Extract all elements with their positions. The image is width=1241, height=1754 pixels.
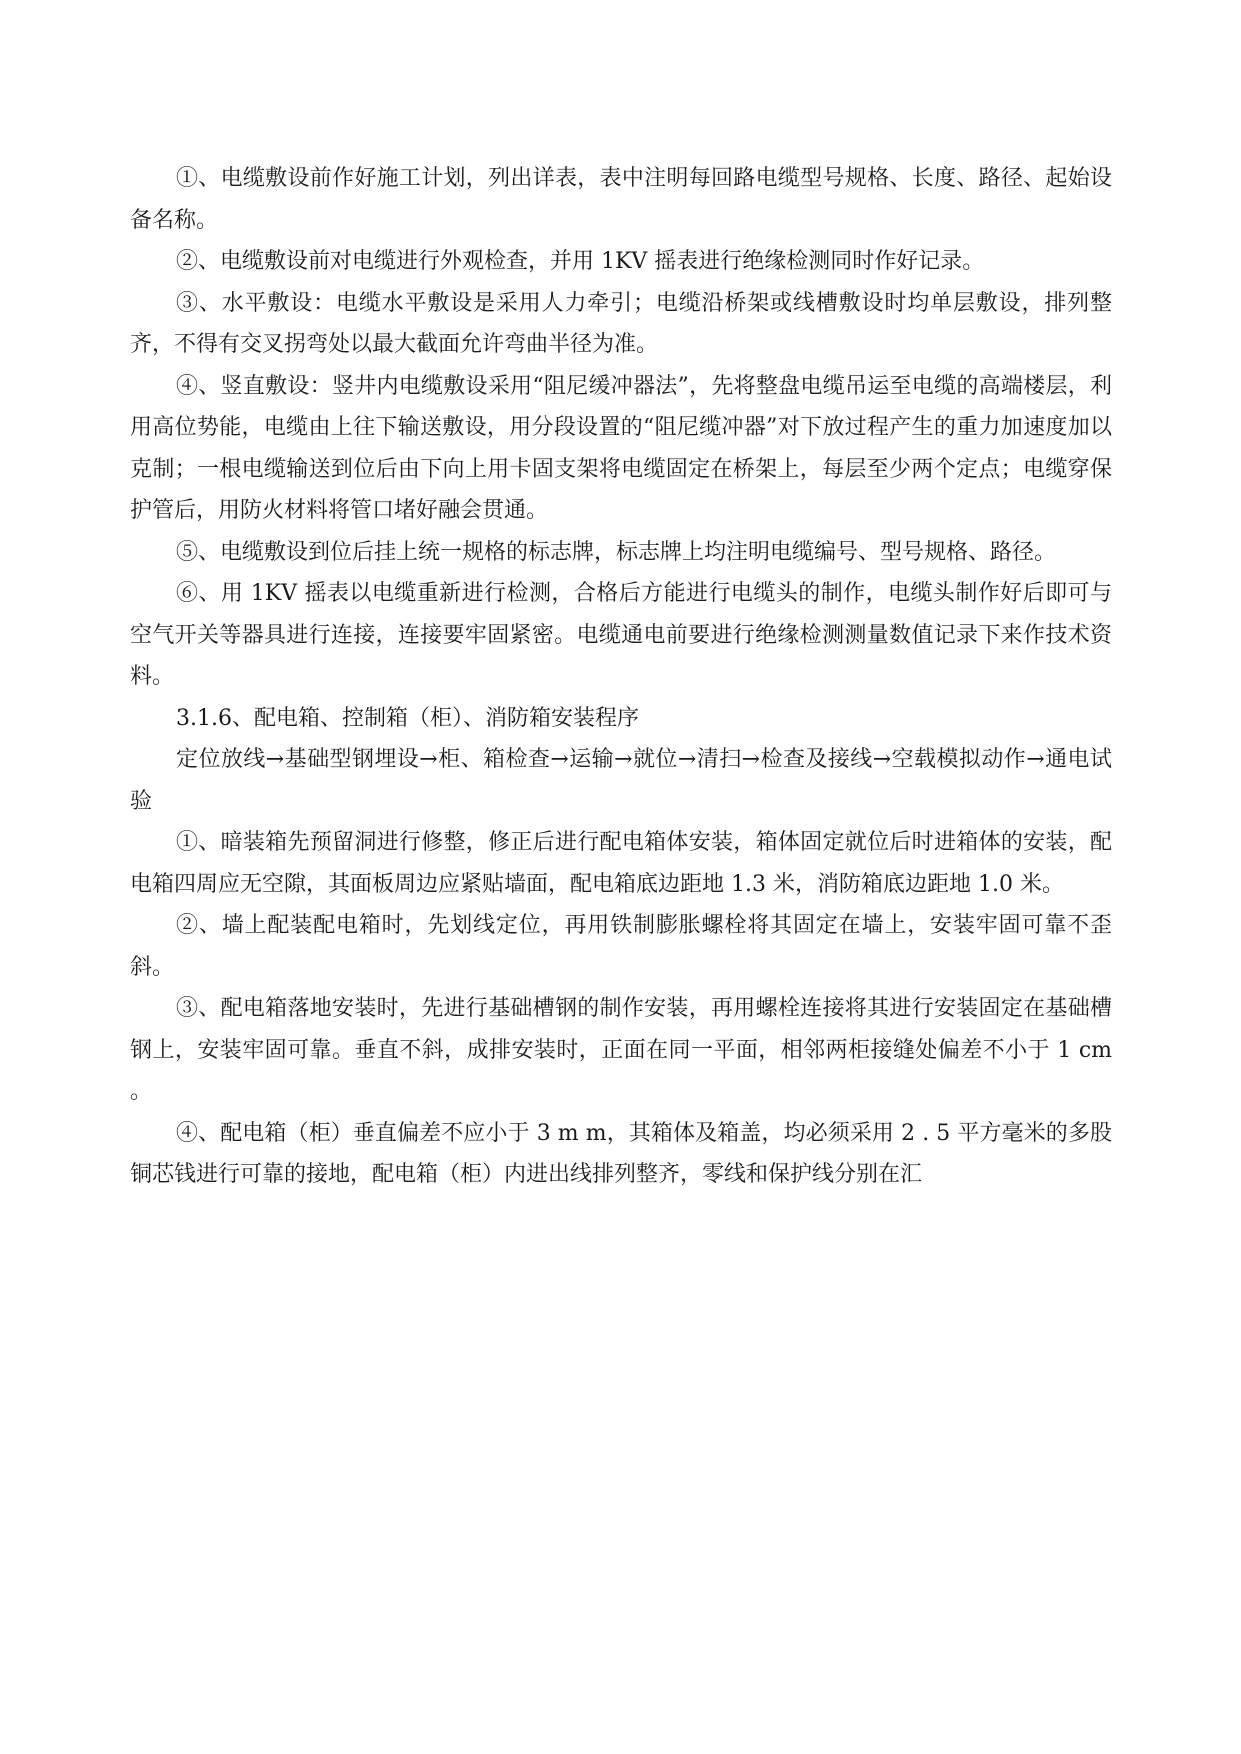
- paragraph-cable-tags: ⑤、电缆敷设到位后挂上统一规格的标志牌，标志牌上均注明电缆编号、型号规格、路径。: [176, 539, 1057, 565]
- paragraph-cable-retest: ⑥、用 1KV 摇表以电缆重新进行检测，合格后方能进行电缆头的制作，电缆头制作好后即可与空气开关等器具进行连接，连接要牢固紧密。电缆通电前要进行绝缘检测测量数值记录下来作技术资料。: [130, 581, 1112, 689]
- paragraph-cable-plan: ①、电缆敷设前作好施工计划，列出详表，表中注明每回路电缆型号规格、长度、路径、起始设备名称。: [130, 166, 1112, 233]
- paragraph-recessed-box: ①、暗装箱先预留洞进行修整，修正后进行配电箱体安装，箱体固定就位后时进箱体的安装，配电箱四周应无空隙，其面板周边应紧贴墙面，配电箱底边距地 1.3 米，消防箱底边距地 1.0 米。: [130, 830, 1112, 897]
- document-body: [130, 158, 1112, 1196]
- paragraph-vertical-laying: ④、竖直敷设：竖井内电缆敷设采用“阻尼缓冲器法”，先将整盘电缆吊运至电缆的高端楼层，利用高位势能，电缆由上往下输送敷设，用分段设置的“阻尼缆冲器”对下放过程产生的重力加速度加以克制；一根电缆输送到位后由下向上用卡固支架将电缆固定在桥架上，每层至少两个定点；电缆穿保护管后，用防火材料将管口堵好融会贯通。: [130, 373, 1112, 523]
- paragraph-horizontal-laying: ③、水平敷设：电缆水平敷设是采用人力牵引；电缆沿桥架或线槽敷设时均单层敷设，排列整齐，不得有交叉拐弯处以最大截面允许弯曲半径为准。: [130, 290, 1112, 357]
- paragraph-floor-standing-box: ③、配电箱落地安装时，先进行基础槽钢的制作安装，再用螺栓连接将其进行安装固定在基础槽钢上，安装牢固可靠。垂直不斜，成排安装时，正面在同一平面，相邻两柜接缝处偏差不小于 1 cm 。: [130, 996, 1112, 1104]
- paragraph-install-sequence: 定位放线→基础型钢埋设→柜、箱检查→运输→就位→清扫→检查及接线→空载模拟动作→通电试验: [130, 747, 1112, 814]
- paragraph-cable-inspection: ②、电缆敷设前对电缆进行外观检查，并用 1KV 摇表进行绝缘检测同时作好记录。: [176, 249, 985, 274]
- section-heading-distribution-box: 3.1.6、配电箱、控制箱（柜）、消防箱安装程序: [176, 705, 639, 731]
- paragraph-wall-mounted-box: ②、墙上配装配电箱时，先划线定位，再用铁制膨胀螺栓将其固定在墙上，安装牢固可靠不歪斜。: [130, 913, 1112, 980]
- paragraph-box-grounding: ④、配电箱（柜）垂直偏差不应小于 3 m m，其箱体及箱盖，均必须采用 2 . 5 平方毫米的多股铜芯钱进行可靠的接地，配电箱（柜）内进出线排列整齐，零线和保护线分别在汇: [130, 1120, 1112, 1187]
